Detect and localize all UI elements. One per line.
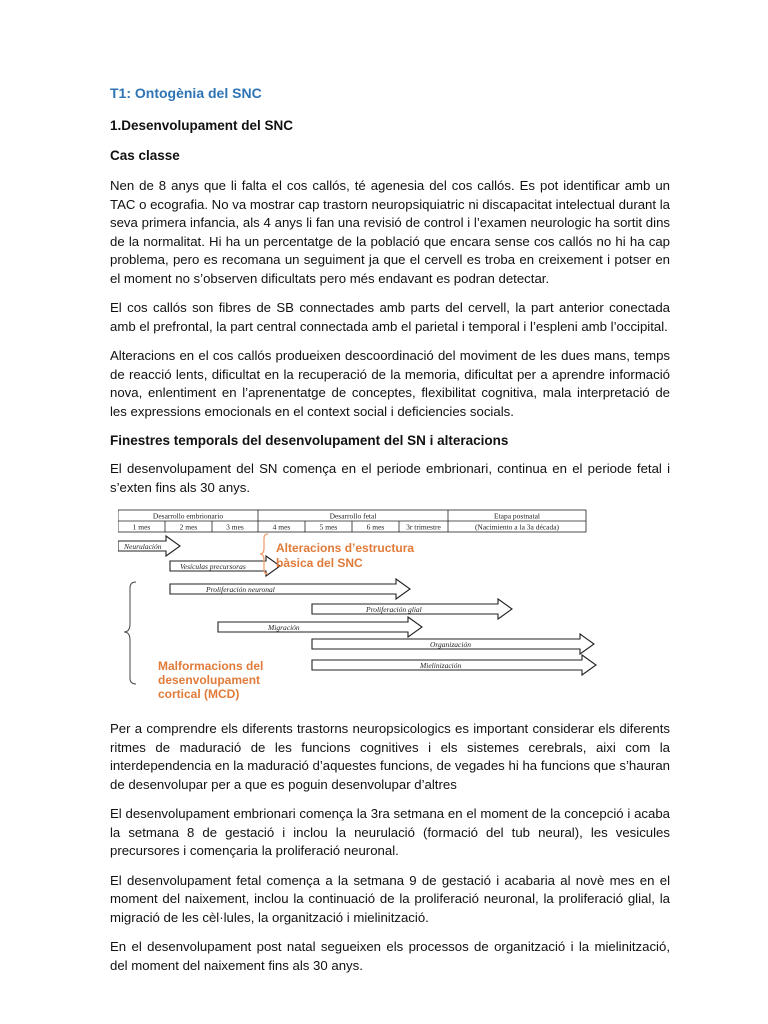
paragraph-intro: El desenvolupament del SN comença en el periode embrionari, continua en el periode fetal i s’exten fins als 30 anys.	[110, 461, 670, 495]
header-month: 3r trimestre	[406, 522, 441, 532]
arrow-label-migration: Migración	[268, 623, 300, 632]
header-month: 2 mes	[179, 522, 198, 532]
subsection-heading-2: Finestres temporals del desenvolupament del SN i alteracions	[110, 433, 509, 448]
header-postnatal-range: (Nacimiento a la 3a década)	[474, 522, 560, 532]
arrow-label-vesicles: Vesículas precursoras	[180, 562, 246, 571]
label-structure-line1: Alteracions d’estructura	[276, 541, 415, 555]
header-month: 6 mes	[366, 522, 385, 532]
arrow-label-organization: Organización	[430, 640, 471, 649]
arrow-migration	[218, 617, 422, 637]
arrow-label-neurulation: Neurulación	[124, 542, 162, 551]
header-month: 5 mes	[319, 522, 338, 532]
label-mcd-line2: desenvolupament	[158, 673, 261, 687]
arrow-label-glial-proliferation: Proliferación glial	[366, 605, 422, 614]
bracket-bottom	[124, 582, 136, 684]
header-month: 4 mes	[272, 522, 291, 532]
development-timeline-figure	[118, 508, 600, 708]
paragraph: En el desenvolupament post natal segueixen els processos de organització i la mielinització, del moment del naixement fins als 30 anys.	[110, 939, 670, 973]
paragraph: El desenvolupament embrionari comença la 3ra setmana en el moment de la concepció i acaba la setmana 8 de gestació i inclou la neurulació (formació del tub neural), les vesicules precursores i començaria la proliferació neuronal.	[110, 806, 670, 858]
page-title: T1: Ontogènia del SNC	[110, 85, 262, 101]
section-heading: 1.Desenvolupament del SNC	[110, 118, 294, 133]
paragraph: Alteracions en el cos callós produeixen descoordinació del moviment de les dues mans, temps de reacció lents, dificultat en la recuperació de la memoria, dificultat per a aprendre informació nova, enlentiment en l’aprenentatge de conceptes, flexibilitat cognitiva, mala interpretació de les expressions emocionals en el context social i deficiencies socials.	[110, 348, 670, 419]
header-fetal: Desarrollo fetal	[329, 511, 377, 521]
subsection-heading: Cas classe	[110, 148, 180, 163]
timeline-svg	[118, 508, 600, 708]
header-embryonic: Desarrollo embrionario	[152, 511, 224, 521]
paragraph: El cos callós son fibres de SB connectades amb parts del cervell, la part anterior conectada amb el prefrontal, la part central connectada amb el parietal i temporal i l’espleni amb l’occipital.	[110, 300, 670, 334]
document-body	[110, 84, 670, 986]
label-mcd-line1: Malformacions del	[158, 659, 264, 673]
paragraph: Nen de 8 anys que li falta el cos callós, té agenesia del cos callós. Es pot identificar amb un TAC o ecografia. No va mostrar cap trastorn neuropsiquiatric ni discapacitat intelectual durant la seva primera infancia, als 4 anys li fan una revisió de control i l’examen neurologic ha sortit dins de la normalitat. Hi ha un percentatge de la població que encara sense cos callós no hi ha cap problema, pero es recomana un seguiment ja que el cervell es troba en creixement i potser en el moment no s’observen dificultats pero més endavant es podran detectar.	[110, 178, 670, 286]
paragraph: El desenvolupament fetal comença a la setmana 9 de gestació i acabaria al novè mes en el moment del naixement, inclou la continuació de la proliferació neuronal, la proliferació glial, la migració de les cèl·lules, la organització i mielinització.	[110, 872, 670, 925]
arrow-label-neuronal-proliferation: Proliferación neuronal	[206, 585, 275, 594]
header-month: 3 mes	[226, 522, 244, 532]
label-mcd-line3: cortical (MCD)	[158, 687, 240, 701]
arrow-label-myelination: Mielinización	[420, 661, 462, 670]
header-month: 1 mes	[132, 522, 151, 532]
label-structure-line2: bàsica del SNC	[276, 556, 363, 570]
paragraph: Per a comprendre els diferents trastorns neuropsicologics es important considerar els diferents ritmes de maduració de les funcions cognitives i els sistemes cerebrals, aixi com la interdependencia en la maduració d’aquestes funcions, de vegades hi ha funcions que s’hauran de desenvolupar per a que es poguin desenvolupar d’altres	[110, 721, 670, 792]
header-postnatal: Etapa postnatal	[493, 511, 541, 521]
